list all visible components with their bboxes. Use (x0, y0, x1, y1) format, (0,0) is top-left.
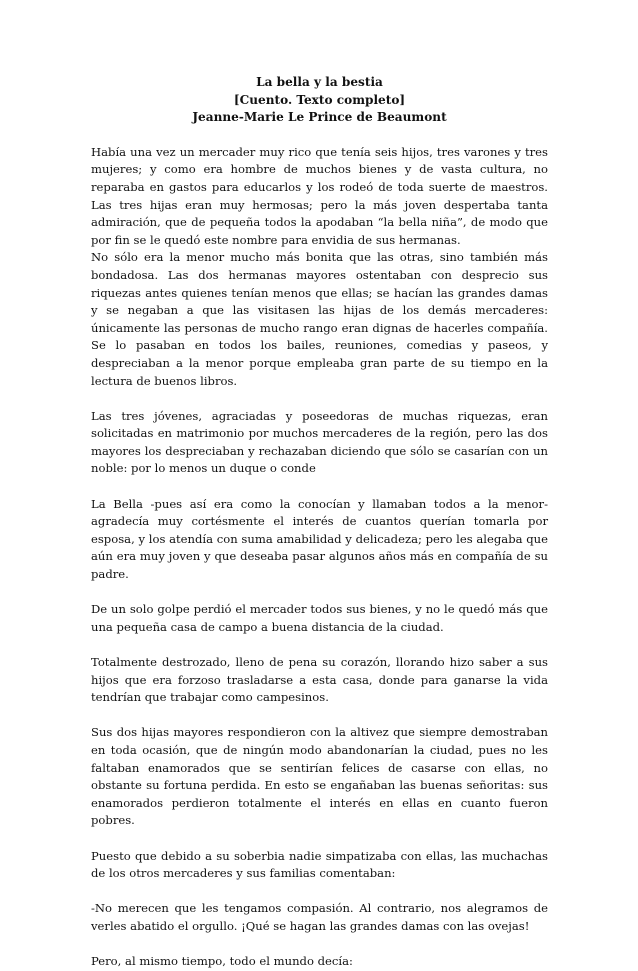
paragraph-8: Puesto que debido a su soberbia nadie simpatizaba con ellas, las muchachas de los otros mercaderes y sus familias comentaban: (91, 848, 548, 881)
paragraph-9: -No merecen que les tengamos compasión. Al contrario, nos alegramos de verles abatido el orgullo. ¡Qué se hagan las grandes damas con las ovejas! (91, 901, 548, 933)
document-title: La bella y la bestia (256, 75, 383, 89)
paragraph-spacer (91, 636, 548, 654)
title-block (91, 74, 548, 127)
paragraph-spacer (91, 936, 548, 954)
document-subtitle: [Cuento. Texto completo] (233, 92, 406, 107)
paragraph-spacer (91, 883, 548, 901)
paragraph-spacer (91, 584, 548, 602)
paragraph-5: De un solo golpe perdió el mercader todos sus bienes, y no le quedó más que una pequeña casa de campo a buena distancia de la ciudad. (91, 602, 548, 634)
paragraph-spacer (91, 830, 548, 848)
paragraph-10: Pero, al mismo tiempo, todo el mundo decía: (91, 954, 353, 969)
paragraph-1: Había una vez un mercader muy rico que tenía seis hijos, tres varones y tres mujeres; y como era hombre de muchos bienes y de vasta cultura, no reparaba en gastos para educarlos y los rodeó de toda suerte de maestros. Las tres hijas eran muy hermosas; pero la más joven despertaba tanta admiración, que de pequeña todos la apodaban “la bella niña”, de modo que por fin se le quedó este nombre para envidia de sus hermanas. (91, 144, 548, 247)
paragraph-spacer (91, 390, 548, 408)
paragraph-6: Totalmente destrozado, lleno de pena su corazón, llorando hizo saber a sus hijos que era forzoso trasladarse a esta casa, donde para ganarse la vida tendrían que trabajar como campesinos. (91, 655, 548, 705)
paragraph-2: No sólo era la menor mucho más bonita que las otras, sino también más bondadosa. Las dos hermanas mayores ostentaban con desprecio sus riquezas antes quienes tenían menos que ellas; se hacían las grandes damas y se negaban a que las visitasen las hijas de los demás mercaderes: únicamente las personas de mucho rango eran dignas de hacerles compañía. Se lo pasaban en todos los bailes, reuniones, comedias y paseos, y despreciaban a la menor porque empleaba gran parte de su tiempo en la lectura de buenos libros. (91, 250, 548, 388)
paragraph-spacer (91, 707, 548, 725)
paragraph-spacer (91, 478, 548, 496)
document-author: Jeanne-Marie Le Prince de Beaumont (192, 110, 447, 125)
paragraph-3: Las tres jóvenes, agraciadas y poseedoras de muchas riquezas, eran solicitadas en matrimonio por muchos mercaderes de la región, pero las dos mayores los despreciaban y rechazaban diciendo que sólo se casarían con un noble: por lo menos un duque o conde (91, 408, 548, 476)
paragraph-4: La Bella -pues así era como la conocían y llamaban todos a la menor- agradecía muy cortésmente el interés de cuantos querían tomarla por esposa, y los atendía con suma amabilidad y delicadeza; pero les alegaba que aún era muy joven y que deseaba pasar algunos años más en compañía de su padre. (91, 496, 548, 582)
document-page (91, 74, 548, 971)
paragraph-7: Sus dos hijas mayores respondieron con la altivez que siempre demostraban en toda ocasión, que de ningún modo abandonarían la ciudad, pues no les faltaban enamorados que se sentirían felices de casarse con ellas, no obstante su fortuna perdida. En esto se engañaban las buenas señoritas: sus enamorados perdieron totalmente el interés en ellas en cuanto fueron pobres. (91, 725, 548, 828)
